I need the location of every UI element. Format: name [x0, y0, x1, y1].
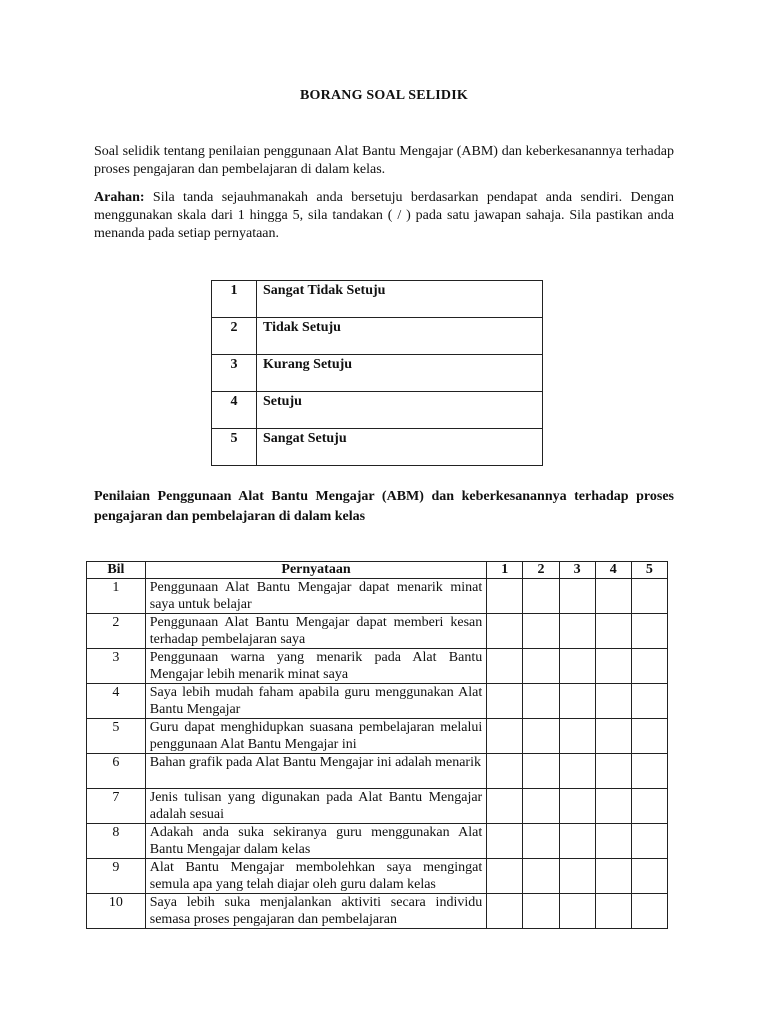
scale-label: Setuju	[257, 392, 543, 429]
answer-box-3[interactable]	[559, 614, 595, 649]
answer-box-1[interactable]	[487, 859, 523, 894]
scale-number: 4	[212, 392, 257, 429]
header-scale-1: 1	[487, 562, 523, 579]
row-number: 1	[87, 579, 146, 614]
table-row	[87, 824, 668, 859]
answer-box-1[interactable]	[487, 894, 523, 929]
header-pernyataan: Pernyataan	[145, 562, 486, 579]
answer-box-4[interactable]	[595, 684, 631, 719]
scale-number: 2	[212, 318, 257, 355]
answer-box-5[interactable]	[631, 894, 667, 929]
row-number: 2	[87, 614, 146, 649]
answer-box-1[interactable]	[487, 754, 523, 789]
row-number: 6	[87, 754, 146, 789]
statement-text: Guru dapat menghidupkan suasana pembelajaran melalui penggunaan Alat Bantu Mengajar ini	[145, 719, 486, 754]
statement-text: Alat Bantu Mengajar membolehkan saya mengingat semula apa yang telah diajar oleh guru dalam kelas	[145, 859, 486, 894]
answer-box-4[interactable]	[595, 579, 631, 614]
answer-box-2[interactable]	[523, 579, 559, 614]
answer-box-5[interactable]	[631, 684, 667, 719]
section-heading: Penilaian Penggunaan Alat Bantu Mengajar (ABM) dan keberkesanannya terhadap proses pengajaran dan pembelajaran di dalam kelas	[94, 489, 674, 524]
scale-row	[212, 392, 543, 429]
answer-box-1[interactable]	[487, 614, 523, 649]
answer-box-5[interactable]	[631, 719, 667, 754]
answer-box-5[interactable]	[631, 859, 667, 894]
table-row	[87, 579, 668, 614]
answer-box-3[interactable]	[559, 859, 595, 894]
answer-box-3[interactable]	[559, 684, 595, 719]
scale-row	[212, 281, 543, 318]
answer-box-3[interactable]	[559, 754, 595, 789]
row-number: 5	[87, 719, 146, 754]
answer-box-2[interactable]	[523, 614, 559, 649]
statement-text: Penggunaan Alat Bantu Mengajar dapat menarik minat saya untuk belajar	[145, 579, 486, 614]
answer-box-1[interactable]	[487, 684, 523, 719]
table-row	[87, 649, 668, 684]
answer-box-5[interactable]	[631, 614, 667, 649]
row-number: 3	[87, 649, 146, 684]
answer-box-5[interactable]	[631, 754, 667, 789]
instruction-paragraph	[94, 189, 674, 243]
answer-box-5[interactable]	[631, 579, 667, 614]
statement-text: Bahan grafik pada Alat Bantu Mengajar ini adalah menarik	[145, 754, 486, 789]
scale-label: Sangat Tidak Setuju	[257, 281, 543, 318]
statement-text: Penggunaan warna yang menarik pada Alat Bantu Mengajar lebih menarik minat saya	[145, 649, 486, 684]
scale-row	[212, 429, 543, 466]
scale-number: 1	[212, 281, 257, 318]
intro-paragraph: Soal selidik tentang penilaian penggunaan Alat Bantu Mengajar (ABM) dan keberkesanannya terhadap proses pengajaran dan pembelajaran di dalam kelas.	[94, 144, 674, 177]
instruction-label: Arahan:	[94, 190, 145, 205]
table-header-row	[87, 562, 668, 579]
answer-box-3[interactable]	[559, 579, 595, 614]
answer-box-1[interactable]	[487, 719, 523, 754]
answer-box-1[interactable]	[487, 649, 523, 684]
scale-row	[212, 355, 543, 392]
answer-box-4[interactable]	[595, 614, 631, 649]
statement-text: Saya lebih mudah faham apabila guru menggunakan Alat Bantu Mengajar	[145, 684, 486, 719]
row-number: 9	[87, 859, 146, 894]
header-scale-2: 2	[523, 562, 559, 579]
answer-box-3[interactable]	[559, 894, 595, 929]
answer-box-3[interactable]	[559, 719, 595, 754]
answer-box-4[interactable]	[595, 719, 631, 754]
statement-text: Penggunaan Alat Bantu Mengajar dapat memberi kesan terhadap pembelajaran saya	[145, 614, 486, 649]
scale-number: 3	[212, 355, 257, 392]
scale-number: 5	[212, 429, 257, 466]
answer-box-4[interactable]	[595, 824, 631, 859]
answer-box-4[interactable]	[595, 894, 631, 929]
answer-box-2[interactable]	[523, 684, 559, 719]
document-title: BORANG SOAL SELIDIK	[300, 88, 468, 103]
survey-table	[86, 561, 668, 929]
answer-box-2[interactable]	[523, 824, 559, 859]
scale-label: Kurang Setuju	[257, 355, 543, 392]
answer-box-4[interactable]	[595, 754, 631, 789]
answer-box-5[interactable]	[631, 649, 667, 684]
answer-box-2[interactable]	[523, 859, 559, 894]
answer-box-5[interactable]	[631, 789, 667, 824]
header-scale-4: 4	[595, 562, 631, 579]
answer-box-4[interactable]	[595, 789, 631, 824]
answer-box-2[interactable]	[523, 754, 559, 789]
statement-text: Adakah anda suka sekiranya guru menggunakan Alat Bantu Mengajar dalam kelas	[145, 824, 486, 859]
table-row	[87, 684, 668, 719]
answer-box-1[interactable]	[487, 789, 523, 824]
scale-label: Sangat Setuju	[257, 429, 543, 466]
answer-box-2[interactable]	[523, 789, 559, 824]
table-row	[87, 859, 668, 894]
table-row	[87, 789, 668, 824]
header-scale-3: 3	[559, 562, 595, 579]
header-scale-5: 5	[631, 562, 667, 579]
answer-box-2[interactable]	[523, 649, 559, 684]
answer-box-5[interactable]	[631, 824, 667, 859]
scale-legend-table	[211, 280, 543, 466]
row-number: 7	[87, 789, 146, 824]
answer-box-1[interactable]	[487, 824, 523, 859]
table-row	[87, 894, 668, 929]
answer-box-3[interactable]	[559, 824, 595, 859]
answer-box-2[interactable]	[523, 719, 559, 754]
header-bil: Bil	[87, 562, 146, 579]
statement-text: Jenis tulisan yang digunakan pada Alat Bantu Mengajar adalah sesuai	[145, 789, 486, 824]
table-row	[87, 754, 668, 789]
table-row	[87, 614, 668, 649]
statement-text: Saya lebih suka menjalankan aktiviti secara individu semasa proses pengajaran dan pembelajaran	[145, 894, 486, 929]
scale-label: Tidak Setuju	[257, 318, 543, 355]
row-number: 10	[87, 894, 146, 929]
answer-box-4[interactable]	[595, 649, 631, 684]
answer-box-1[interactable]	[487, 579, 523, 614]
answer-box-3[interactable]	[559, 789, 595, 824]
row-number: 8	[87, 824, 146, 859]
table-row	[87, 719, 668, 754]
row-number: 4	[87, 684, 146, 719]
scale-row	[212, 318, 543, 355]
answer-box-2[interactable]	[523, 894, 559, 929]
answer-box-4[interactable]	[595, 859, 631, 894]
instruction-text: Sila tanda sejauhmanakah anda bersetuju berdasarkan pendapat anda sendiri. Dengan menggunakan skala dari 1 hingga 5, sila tandakan ( / ) pada satu jawapan sahaja. Sila pastikan anda menanda pada setiap pernyataan.	[94, 190, 674, 241]
answer-box-3[interactable]	[559, 649, 595, 684]
